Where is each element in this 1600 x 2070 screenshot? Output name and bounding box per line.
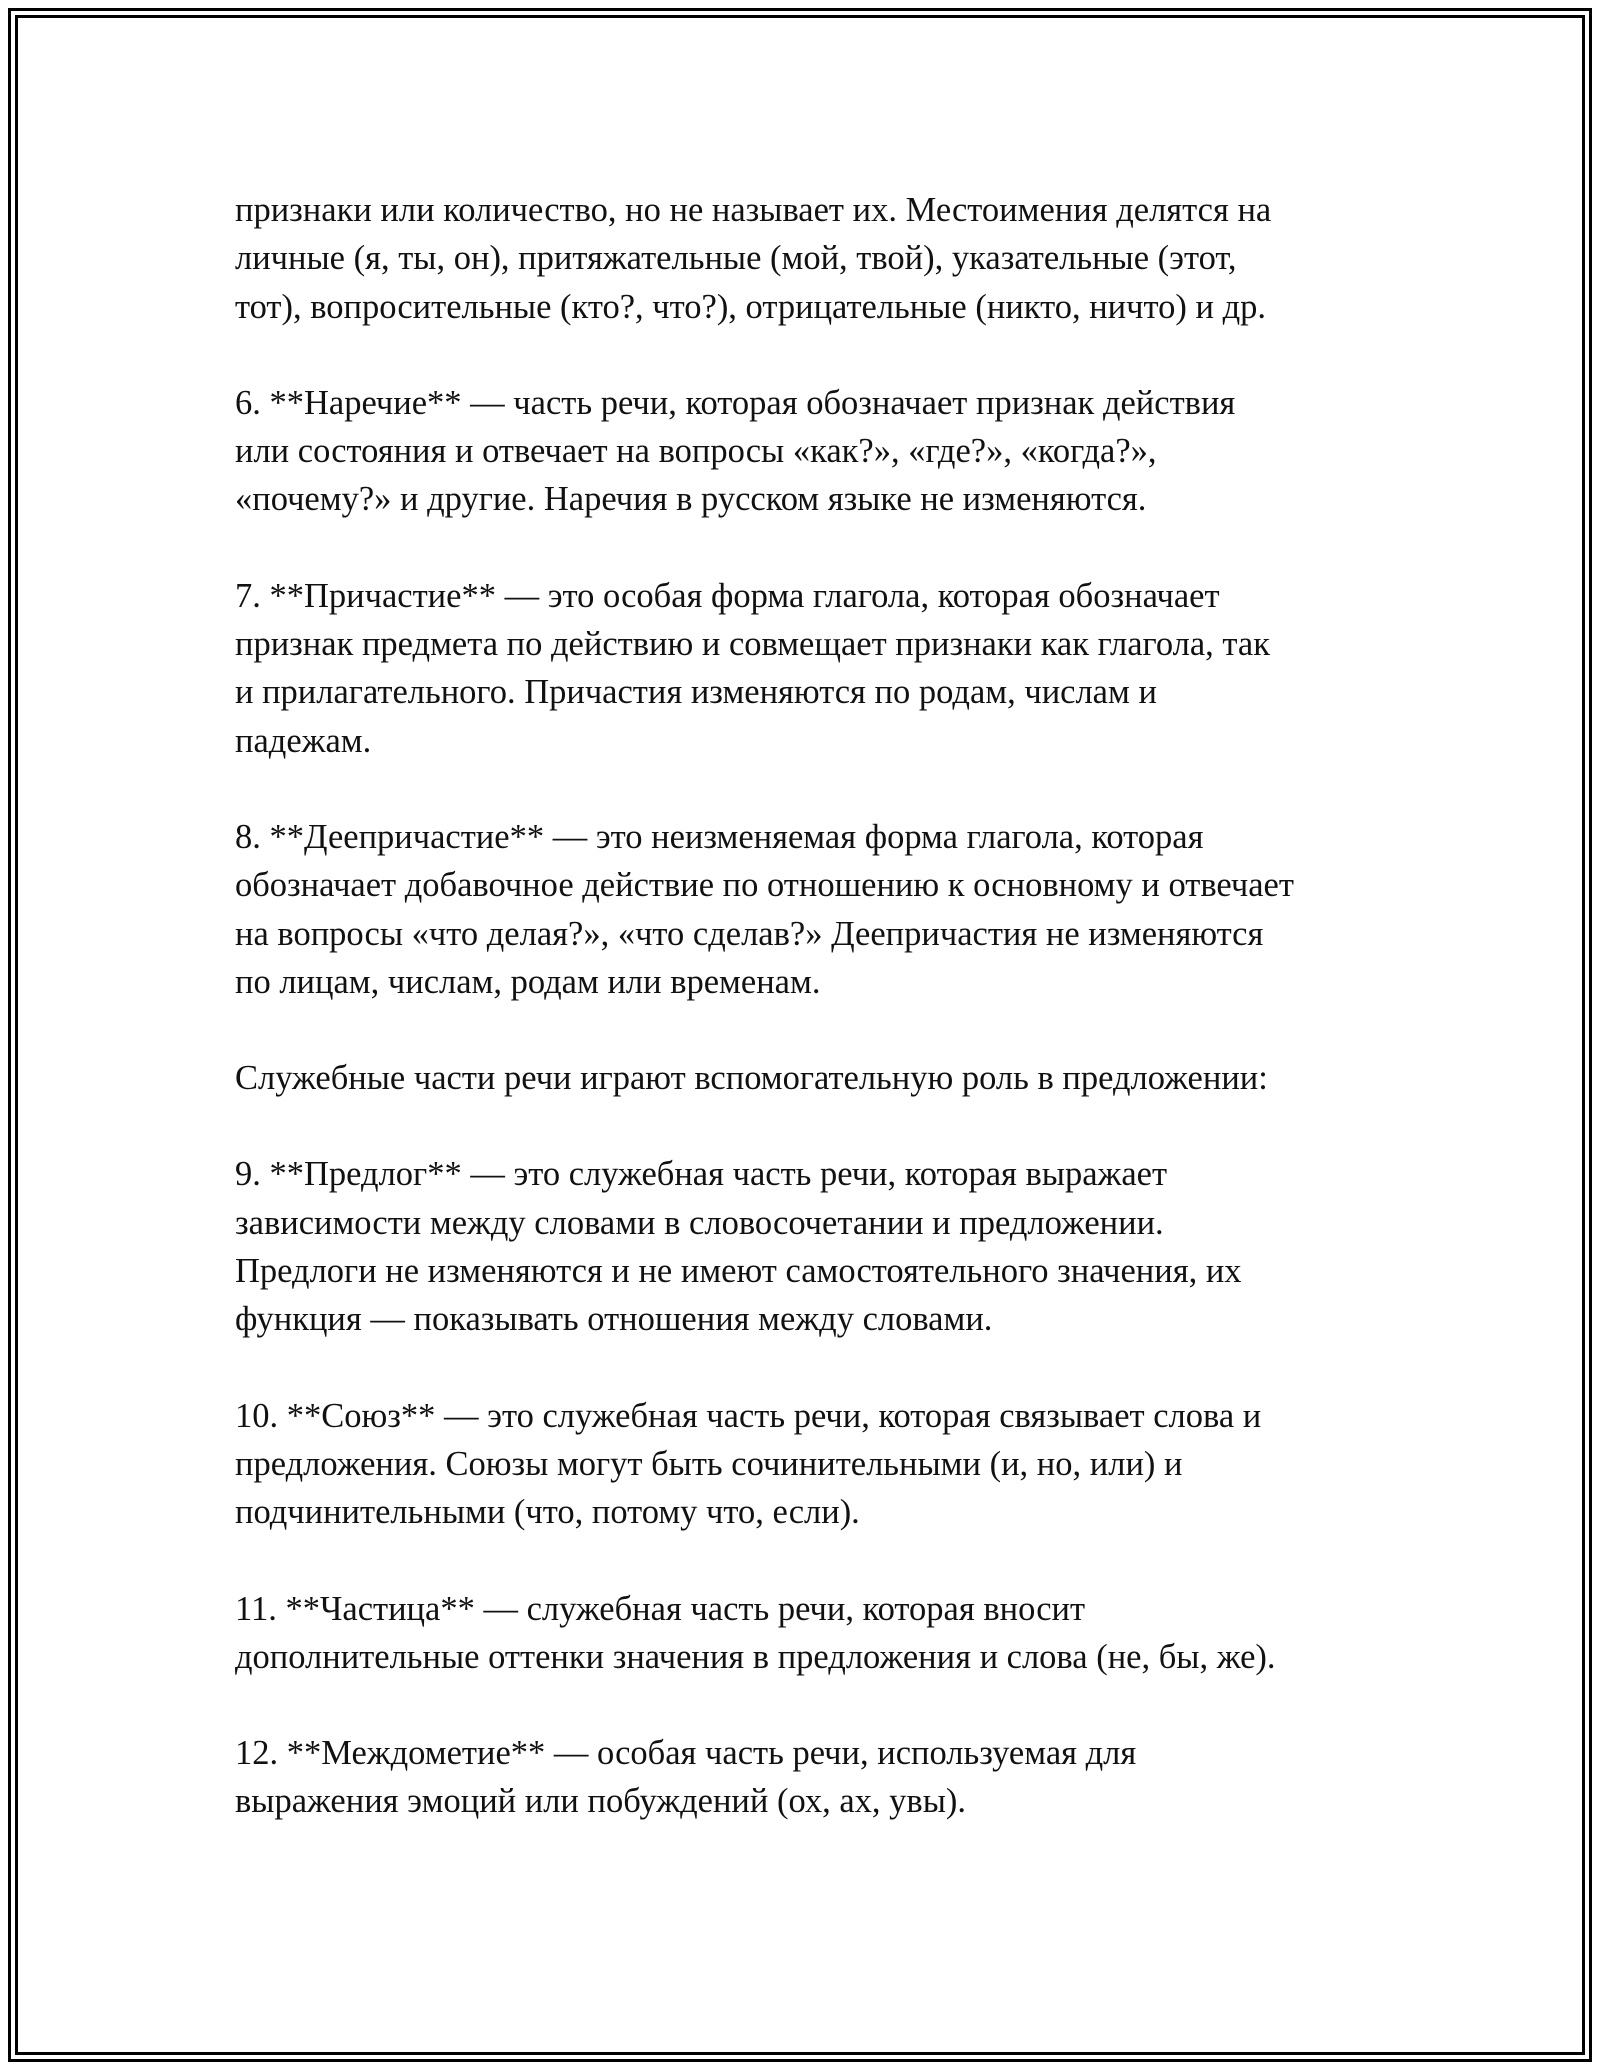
paragraph-interjection: [235, 1729, 1375, 1826]
paragraph-preposition: [235, 1150, 1375, 1343]
text-line: или состояния и отвечает на вопросы «как?», «где?», «когда?»,: [235, 432, 1157, 471]
text-line: «почему?» и другие. Наречия в русском языке не изменяются.: [235, 480, 1147, 519]
text-line: функция — показывать отношения между словами.: [235, 1300, 993, 1339]
text-line: дополнительные оттенки значения в предложения и слова (не, бы, же).: [235, 1637, 1276, 1676]
paragraph-participle: [235, 572, 1375, 765]
text-line: 6. **Наречие** — часть речи, которая обозначает признак действия: [235, 383, 1236, 422]
document-body: [235, 186, 1375, 1874]
text-line: и прилагательного. Причастия изменяются по родам, числам и: [235, 673, 1157, 712]
paragraph-conjunction: [235, 1392, 1375, 1537]
text-line: по лицам, числам, родам или временам.: [235, 962, 821, 1001]
paragraph-particle: [235, 1585, 1375, 1682]
text-line: тот), вопросительные (кто?, что?), отрицательные (никто, ничто) и др.: [235, 287, 1266, 326]
text-line: обозначает добавочное действие по отношению к основному и отвечает: [235, 866, 1294, 905]
text-line: признак предмета по действию и совмещает признаки как глагола, так: [235, 625, 1270, 664]
text-line: выражения эмоций или побуждений (ох, ах, увы).: [235, 1782, 967, 1821]
text-line: 8. **Деепричастие** — это неизменяемая форма глагола, которая: [235, 817, 1204, 856]
paragraph-adverb: [235, 379, 1375, 524]
paragraph-pronouns-continued: [235, 186, 1375, 331]
text-line: зависимости между словами в словосочетании и предложении.: [235, 1203, 1164, 1242]
text-line: 12. **Междометие** — особая часть речи, используемая для: [235, 1734, 1137, 1773]
text-line: падежам.: [235, 721, 372, 760]
text-line: на вопросы «что делая?», «что сделав?» Деепричастия не изменяются: [235, 914, 1264, 953]
text-line: признаки или количество, но не называет их. Местоимения делятся на: [235, 191, 1272, 229]
text-line: Служебные части речи играют вспомогательную роль в предложении:: [235, 1059, 1268, 1098]
text-line: Предлоги не изменяются и не имеют самостоятельного значения, их: [235, 1252, 1242, 1291]
text-line: 10. **Союз** — это служебная часть речи, которая связывает слова и: [235, 1396, 1262, 1435]
text-line: 7. **Причастие** — это особая форма глагола, которая обозначает: [235, 576, 1220, 615]
text-line: подчинительными (что, потому что, если).: [235, 1493, 860, 1532]
text-line: 9. **Предлог** — это служебная часть речи, которая выражает: [235, 1155, 1168, 1194]
text-line: личные (я, ты, он), притяжательные (мой, твой), указательные (этот,: [235, 239, 1237, 278]
paragraph-function-words-intro: [235, 1054, 1375, 1102]
text-line: предложения. Союзы могут быть сочинительными (и, но, или) и: [235, 1444, 1183, 1483]
paragraph-adverbial-participle: [235, 813, 1375, 1006]
text-line: 11. **Частица** — служебная часть речи, которая вносит: [235, 1589, 1086, 1628]
